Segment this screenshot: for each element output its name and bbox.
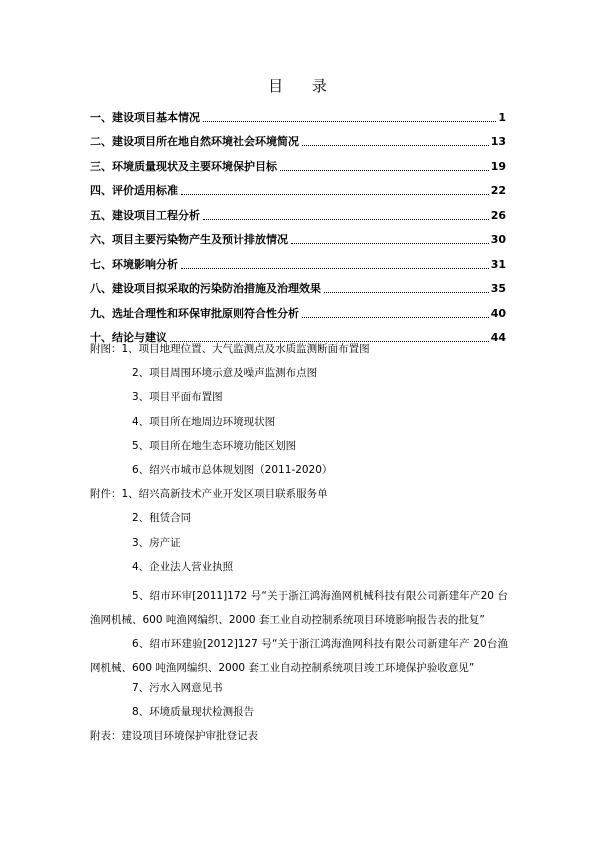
attachment-item — [90, 705, 508, 729]
attachment-item — [90, 681, 508, 705]
page-title: 目 录 — [268, 77, 339, 95]
attachment-item — [90, 560, 508, 584]
figure-item-label: 3、项目平面布置图 — [132, 391, 223, 404]
toc-entry-label: 一、建设项目基本情况 — [90, 110, 200, 124]
attachment-item-label: 4、企业法人营业执照 — [132, 560, 234, 573]
attachment-item-acceptance: 6、绍市环建验[2012]127 号“关于浙江鸿海渔网科技有限公司新建年产 20台渔网机械、600 吨渔网编织、2000 套工业自动控制系统项目竣工环境保护验收意见” — [90, 638, 508, 675]
appendix-table-item — [90, 729, 508, 753]
toc-entry-page: 26 — [490, 208, 506, 222]
figure-item — [90, 415, 508, 439]
toc-leader-dots — [280, 170, 489, 171]
toc-entry-page: 44 — [490, 331, 506, 344]
toc-leader-dots — [324, 292, 489, 293]
toc-entry-label: 三、环境质量现状及主要环境保护目标 — [90, 159, 277, 173]
toc-entry[interactable] — [90, 273, 506, 298]
attachment-item — [90, 536, 508, 560]
toc-entry[interactable] — [90, 175, 506, 200]
figure-item — [90, 439, 508, 463]
toc-entry-label: 六、项目主要污染物产生及预计排放情况 — [90, 233, 288, 246]
attachment-item — [90, 511, 508, 535]
toc-entry-page: 31 — [490, 257, 506, 271]
figure-item-label: 6、绍兴市城市总体规划图（2011-2020） — [132, 463, 333, 476]
toc-entry-page: 40 — [490, 306, 506, 320]
toc-entry[interactable] — [90, 297, 506, 322]
toc-entry-page: 30 — [490, 233, 506, 246]
toc-entry-label: 二、建设项目所在地自然环境社会环境简况 — [90, 135, 299, 148]
attachment-item-label: 3、房产证 — [132, 536, 181, 549]
attachments-heading: 附件： — [90, 488, 122, 501]
toc-entry[interactable] — [90, 126, 506, 151]
figure-item-label: 2、项目周围环境示意及噪声监测布点图 — [132, 367, 318, 380]
toc-entry-label: 七、环境影响分析 — [90, 257, 178, 271]
figure-item-label: 1、项目地理位置、大气监测点及水质监测断面布置图 — [121, 343, 370, 355]
toc-leader-dots — [181, 194, 489, 195]
appendix-list — [90, 342, 508, 753]
toc-leader-dots — [203, 121, 496, 122]
toc-leader-dots — [203, 219, 489, 220]
toc-entry[interactable] — [90, 199, 506, 224]
toc-leader-dots — [302, 145, 489, 146]
toc-entry-label: 十、结论与建议 — [90, 331, 167, 344]
figure-item — [90, 342, 508, 366]
toc-entry-page: 35 — [490, 282, 506, 295]
toc-leader-dots — [291, 243, 489, 244]
appendix-table-label: 附表：建设项目环境保护审批登记表 — [90, 730, 258, 743]
toc-entry-label: 四、评价适用标准 — [90, 184, 178, 197]
attachment-item-label: 1、绍兴高新技术产业开发区项目联系服务单 — [121, 488, 328, 501]
figure-item — [90, 390, 508, 414]
figure-item — [90, 463, 508, 487]
toc-entry[interactable] — [90, 150, 506, 175]
toc-entry[interactable] — [90, 248, 506, 273]
toc-leader-dots — [181, 268, 489, 269]
figures-heading: 附图： — [90, 343, 122, 355]
figure-item-label: 5、项目所在地生态环境功能区划图 — [132, 439, 297, 452]
toc-entry-label: 八、建设项目拟采取的污染防治措施及治理效果 — [90, 282, 321, 295]
toc-entry-label: 九、选址合理性和环保审批原则符合性分析 — [90, 306, 299, 320]
toc-leader-dots — [302, 317, 489, 318]
figure-item — [90, 366, 508, 390]
toc-entry-label: 五、建设项目工程分析 — [90, 208, 200, 222]
table-of-contents — [90, 101, 506, 346]
attachment-item-approval: 5、绍市环审[2011]172 号“关于浙江鸿海渔网机械科技有限公司新建年产20 台渔网机械、600 吨渔网编织、2000 套工业自动控制系统项目环境影响报告表的批复” — [90, 589, 508, 627]
attachment-item-label: 2、租赁合同 — [132, 512, 192, 525]
toc-entry-page: 1 — [498, 110, 506, 124]
toc-entry-page: 19 — [490, 159, 506, 173]
figure-item-label: 4、项目所在地周边环境现状图 — [132, 415, 276, 428]
attachment-item — [90, 487, 508, 511]
toc-entry[interactable] — [90, 224, 506, 249]
toc-entry-page: 13 — [490, 135, 506, 148]
attachment-item-label: 8、环境质量现状检测报告 — [132, 705, 255, 718]
toc-entry-page: 22 — [490, 184, 506, 197]
toc-entry[interactable] — [90, 101, 506, 126]
attachment-item-label: 7、污水入网意见书 — [132, 681, 223, 694]
